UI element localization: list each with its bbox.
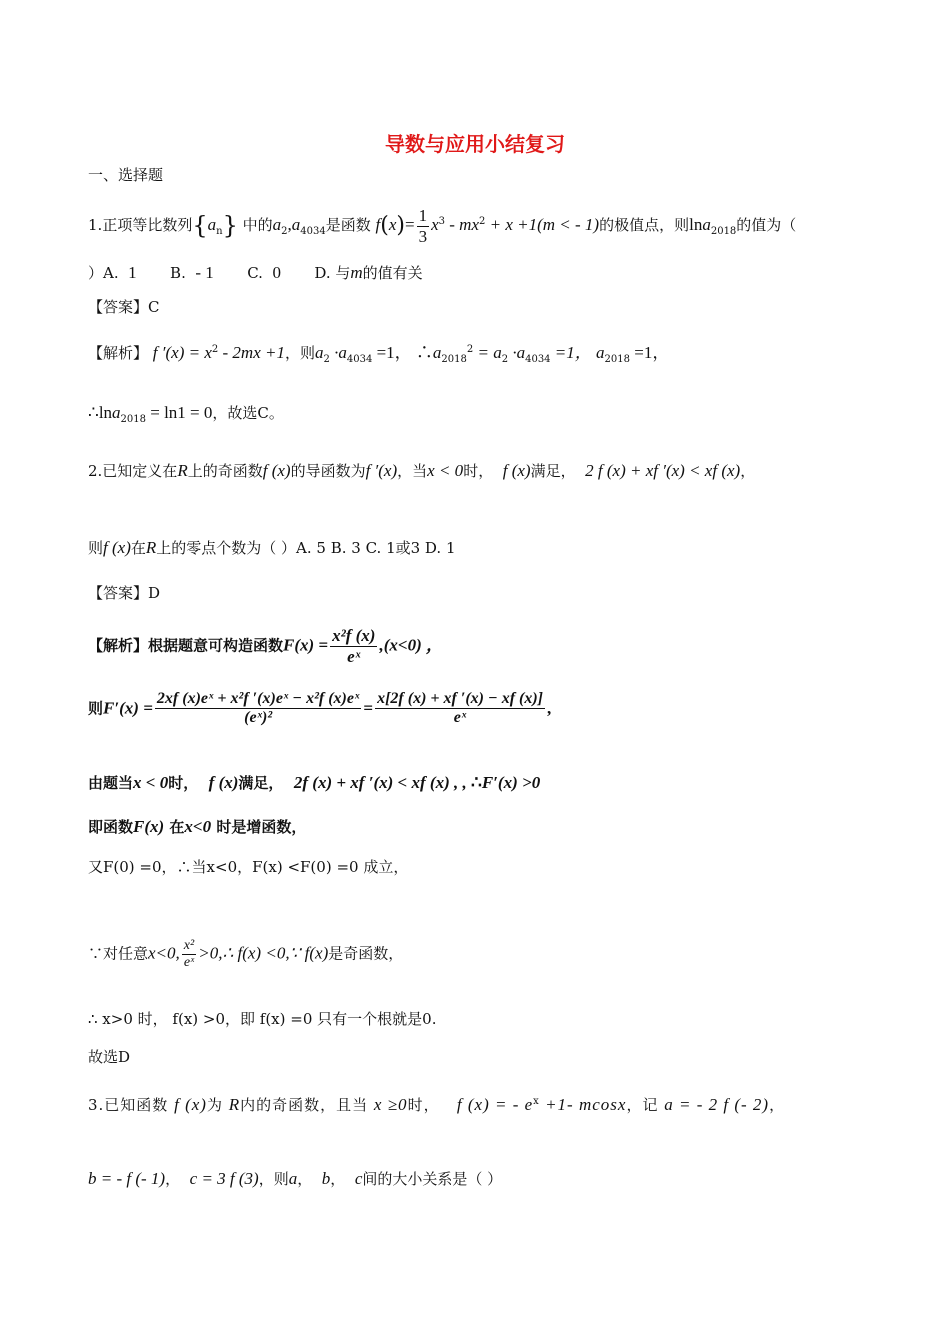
page-title: 导数与应用小结复习 [385,132,565,156]
question-2-solution-increasing: 即函数F(x) 在x<0 时是增函数， [88,817,307,836]
question-2-solution-condition: 由题当x < 0时， f (x)满足， 2f (x) + xf ′(x) < xf (x) , , ∴F′(x) >0 [88,773,541,792]
question-3-stem-line2: b = - f (- 1)， c = 3 f (3)，则a， b， c间的大小关系是（ ） [88,1169,503,1188]
question-1-options: ）A. 1 B. - 1 C. 0 D. 与m的值有关 [88,263,423,282]
question-1-solution: 【解析】 f $'(x) = x^2 - 2mx +1$，则$a_2 \cdot a_{4034} =1$， $\therefore a_{2018}^2 = a_2 \cdot a_{4034} =1$， $a_{2018} =1$， [88,343,670,365]
fraction-x2-ex: $\frac{\text{x²}}{\text{eˣ}}$ [183,938,195,971]
question-3-stem: 3.已知函数 f (x)为 R内的奇函数，且当 x ≥0时， f (x) = - $e^x +1-$ mcosx，记 a = - 2 f (- 2)， [88,1095,786,1114]
section-heading: 一、选择题 [88,166,164,184]
question-2-solution-any-x: ∵对任意x<0, $\frac{\text{x²}}{\text{eˣ}}$ >0,∴ f(x) <0,∵ f(x)是奇函数， [88,938,404,971]
question-1-stem: 1.正项等比数列$\{a_n\}$ 中的$a_2,a_{4034}$是函数 f(x)= $\frac{1}{3}$ $x^3 - mx^2 + x +1(m$ < - 1)的极值点，则lna$_{2018}$的值为（ [88,206,797,246]
fraction-derivative-2: $\frac{x[2f (x) + xf '(x) - xf (x)]}{\text{eˣ}}$ [377,690,543,727]
question-2-options: 则f (x)在R上的零点个数为（ ）A. 5 B. 3 C. 1或3 D. 1 [88,538,456,557]
question-2-solution-derivative: 则F′(x) = $\frac{\text{2xf (x)eˣ + x²f ′(x)eˣ − x²f (x)eˣ}}{\text{(eˣ)²}}$ = $\frac{x[2f (x) + xf '(x) - xf (x)]}{\text{eˣ}}$ , [88,690,552,727]
fraction-one-third: $\frac{1}{3}$ [418,206,428,246]
question-2-stem: 2.已知定义在R上的奇函数f (x)的导函数为f ′(x)，当x < 0时， f (x)满足， 2 f (x) + xf ′(x) < xf (x)， [88,461,756,480]
question-1-answer: 【答案】C [88,298,160,316]
question-2-solution-root: ∴ x>0 时， f(x) >0，即 f(x) =0 只有一个根就是0. [88,1010,437,1028]
question-2-solution-construct: 【解析】根据题意可构造函数F(x) = $\frac{\text{x²f (x)}}{\text{eˣ}}$ ,(x<0) ， [88,626,443,666]
question-1-solution-line2: ∴lna$_{2018}$ = ln1 = 0，故选C。 [88,403,284,425]
fraction-construct: $\frac{\text{x²f (x)}}{\text{eˣ}}$ [332,626,376,666]
fraction-derivative-1: $\frac{\text{2xf (x)eˣ + x²f ′(x)eˣ − x²f (x)eˣ}}{\text{(eˣ)²}}$ [156,690,360,727]
question-2-solution-f0: 又F(0) =0，∴当x<0，F(x) <F(0) =0 成立， [88,858,409,876]
question-2-answer: 【答案】D [88,584,161,602]
question-2-solution-choice: 故选D [88,1048,131,1066]
